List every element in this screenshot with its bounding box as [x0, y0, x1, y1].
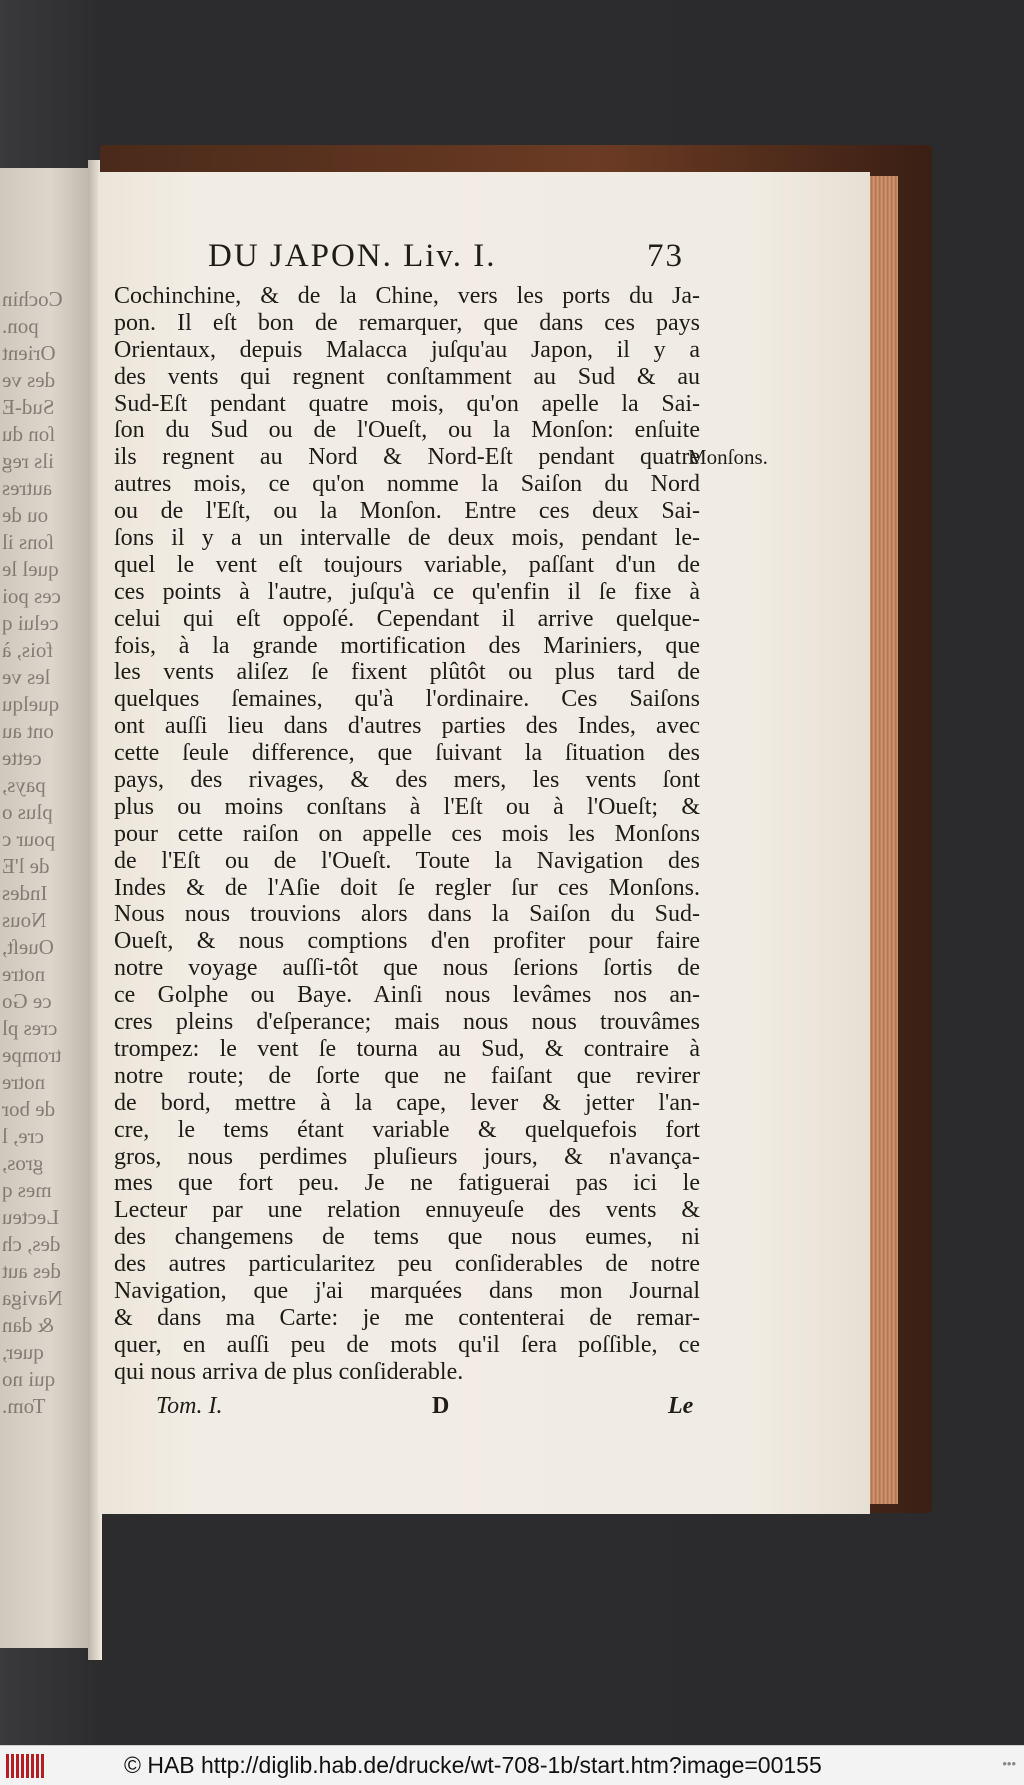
text-line: ſons il y a un intervalle de deux mois, pendant le-	[114, 525, 700, 552]
running-head	[208, 238, 684, 286]
text-line: gros, nous perdimes pluſieurs jours, & n'avança-	[114, 1143, 700, 1170]
text-line: cres pleins d'eſperance; mais nous nous trouvâmes	[114, 1009, 700, 1036]
source-url[interactable]: © HAB http://diglib.hab.de/drucke/wt-708-1b/start.htm?image=00155	[124, 1752, 822, 1778]
catchword: Le	[668, 1393, 694, 1419]
text-line: de l'Eſt ou de l'Oueſt. Toute la Navigation des	[114, 847, 700, 874]
text-line: des changemens de tems que nous eumes, ni	[114, 1224, 700, 1251]
text-line: quelques ſemaines, qu'à l'ordinaire. Ces Saiſons	[114, 686, 700, 713]
hab-logo-icon	[6, 1754, 44, 1778]
text-line: ce Golphe ou Baye. Ainſi nous levâmes nos an-	[114, 982, 700, 1009]
facing-page-fragment: Oueſt,	[2, 935, 54, 959]
text-line: mes que fort peu. Je ne fatiguerai pas ici le	[114, 1170, 700, 1197]
facing-page-fragment: pon.	[2, 314, 39, 338]
text-line: Oueſt, & nous comptions d'en profiter pour faire	[114, 928, 700, 955]
text-line: Nous nous trouvions alors dans la Saiſon du Sud-	[114, 901, 700, 928]
source-footer-bar	[0, 1745, 1024, 1785]
facing-page-fragment: ce Go	[2, 989, 52, 1013]
text-line: cre, le tems étant variable & quelquefois fort	[114, 1116, 700, 1143]
facing-page-fragment: plus o	[2, 800, 53, 824]
text-line: Lecteur par une relation ennuyeuſe des vents &	[114, 1197, 700, 1224]
facing-page-fragment: Lecteu	[2, 1205, 60, 1229]
facing-page-fragment: Nous	[2, 908, 47, 932]
facing-page-fragment: les ve	[2, 665, 51, 689]
volume-signature: Tom. I.	[156, 1393, 223, 1419]
text-line: cette ſeule difference, que ſuivant la ſituation des	[114, 740, 700, 767]
facing-page-fragment: des ve	[2, 368, 56, 392]
text-line: notre voyage auſſi-tôt que nous ſerions ſortis de	[114, 955, 700, 982]
text-line: notre route; de ſorte que ne faiſant que revirer	[114, 1062, 700, 1089]
facing-page-fragment: des aut	[2, 1259, 61, 1283]
facing-page-fragment: cre, l	[2, 1124, 44, 1148]
text-line: plus ou moins conſtans à l'Eſt ou à l'Oueſt; &	[114, 793, 700, 820]
facing-page-fragment: trompe	[2, 1043, 62, 1067]
facing-page-fragment: fois, à	[2, 638, 54, 662]
text-line: Sud-Eſt pendant quatre mois, qu'on apelle la Sai-	[114, 390, 700, 417]
text-line: de bord, mettre à la cape, lever & jetter l'an-	[114, 1089, 700, 1116]
text-line: ces points à l'autre, juſqu'à ce qu'enfin il ſe fixe à	[114, 578, 700, 605]
text-line: pon. Il eſt bon de remarquer, que dans ces pays	[114, 309, 700, 336]
text-line: Navigation, que j'ai marquées dans mon Journal	[114, 1277, 700, 1304]
text-line: Indes & de l'Aſie doit ſe regler ſur ces Monſons.	[114, 874, 700, 901]
facing-page-fragment: qui no	[2, 1367, 56, 1391]
facing-page-fragment: cette	[2, 746, 42, 770]
facing-page-fragment: Tom.	[2, 1394, 46, 1418]
text-line: trompez: le vent ſe tourna au Sud, & contraire à	[114, 1035, 700, 1062]
facing-page-fragment: quel le	[2, 557, 59, 581]
facing-page-fragment: autres	[2, 476, 53, 500]
facing-page-fragment: Indes	[2, 881, 48, 905]
page-number: 73	[647, 238, 684, 274]
page-edge	[868, 176, 898, 1504]
text-line: celui qui eſt oppoſé. Cependant il arrive quelque-	[114, 605, 700, 632]
text-line: Cochinchine, & de la Chine, vers les ports du Ja-	[114, 283, 700, 309]
text-line: pays, des rivages, & des mers, les vents ſont	[114, 767, 700, 794]
facing-page-fragment: de bor	[2, 1097, 56, 1121]
facing-page-fragment: ou de	[2, 503, 49, 527]
facing-page-fragment: gros,	[2, 1151, 44, 1175]
text-line: pour cette raiſon on appelle ces mois les Monſons	[114, 820, 700, 847]
text-line: Orientaux, depuis Malacca juſqu'au Japon, il y a	[114, 336, 700, 363]
text-line: ſon du Sud ou de l'Oueſt, ou la Monſon: enſuite	[114, 417, 700, 444]
gathering-signature: D	[432, 1393, 450, 1419]
facing-page-fragment: notre	[2, 962, 46, 986]
show-through-text	[2, 286, 92, 1420]
text-line: & dans ma Carte: je me contenterai de remar-	[114, 1304, 700, 1331]
margin-note: Monſons.	[688, 445, 768, 469]
facing-page-left	[0, 168, 92, 1648]
text-line: ou de l'Eſt, ou la Monſon. Entre ces deux Sai-	[114, 498, 700, 525]
text-line: ont auſſi lieu dans d'autres parties des Indes, avec	[114, 713, 700, 740]
text-line: quel le vent eſt toujours variable, paſſant d'un de	[114, 551, 700, 578]
text-line: des autres particularitez peu conſiderables de notre	[114, 1251, 700, 1278]
text-line: des vents qui regnent conſtamment au Sud & au	[114, 363, 700, 390]
text-line: fois, à la grande mortification des Mariniers, que	[114, 632, 700, 659]
text-line: ils regnent au Nord & Nord-Eſt pendant quatre	[114, 444, 700, 471]
text-line: quer, en auſſi peu de mots qu'il ſera poſſible, ce	[114, 1331, 700, 1358]
dots-menu-icon[interactable]: •••	[1002, 1756, 1016, 1771]
facing-page-fragment: ils reg	[2, 449, 54, 473]
text-line: les vents aliſez ſe fixent plûtôt ou plus tard de	[114, 659, 700, 686]
facing-page-fragment: celui q	[2, 611, 59, 635]
facing-page-fragment: ces poi	[2, 584, 61, 608]
running-head-title: DU JAPON. Liv. I.	[208, 238, 497, 274]
facing-page-fragment: & dan	[2, 1313, 54, 1337]
facing-page-fragment: quelqu	[2, 692, 60, 716]
facing-page-fragment: pour c	[2, 827, 56, 851]
facing-page-fragment: notre	[2, 1070, 46, 1094]
text-line: autres mois, ce qu'on nomme la Saiſon du Nord	[114, 471, 700, 498]
facing-page-fragment: Sud-E	[2, 395, 55, 419]
body-text	[114, 283, 700, 1386]
facing-page-fragment: Orient	[2, 341, 56, 365]
facing-page-fragment: ſons il	[2, 530, 54, 554]
facing-page-fragment: pays,	[2, 773, 46, 797]
text-line: qui nous arriva de plus conſiderable.	[114, 1358, 464, 1385]
facing-page-fragment: Naviga	[2, 1286, 63, 1310]
facing-page-fragment: mes q	[2, 1178, 52, 1202]
facing-page-fragment: Cochin	[2, 287, 63, 311]
facing-page-fragment: des, ch	[2, 1232, 61, 1256]
facing-page-fragment: quer,	[2, 1340, 44, 1364]
facing-page-fragment: de l'E	[2, 854, 50, 878]
facing-page-fragment: ſon du	[2, 422, 56, 446]
facing-page-fragment: cres pl	[2, 1016, 58, 1040]
facing-page-fragment: ont au	[2, 719, 54, 743]
